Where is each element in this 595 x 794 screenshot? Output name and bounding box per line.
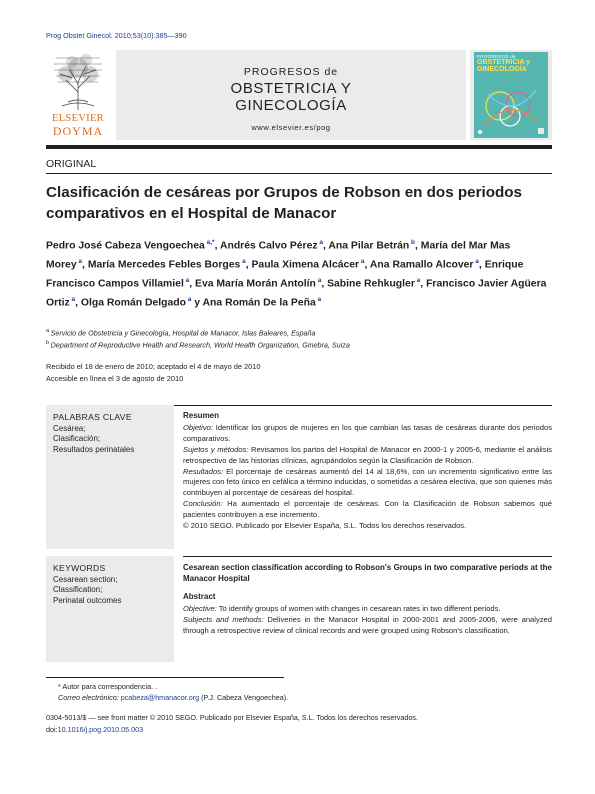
abstract-es-objective: Objetivo: Identificar los grupos de mujeres en los que cambian las tasas de cesáreas durante dos periodos comparativos. <box>183 422 552 443</box>
author-affiliation-mark[interactable]: a <box>183 276 190 284</box>
keyword-item: Perinatal outcomes <box>53 595 122 605</box>
abstract-en <box>183 562 552 637</box>
keyword-item: Cesarean section; <box>53 574 118 584</box>
keywords-en-box <box>46 556 174 662</box>
author-name: Enrique Francisco Campos Villamiel <box>46 259 524 290</box>
masthead <box>42 50 552 140</box>
abstract-es-methods: Sujetos y métodos: Revisamos los partos del Hospital de Manacor en 2000-1 y 2005-6, mediante el análisis retrospectivo de las historias clínicas, agrupándolos según la Clasificación de Robson. <box>183 444 552 465</box>
publisher-name: ELSEVIER <box>52 113 104 124</box>
journal-title-box <box>116 50 466 140</box>
copyright-line: 0304-5013/$ — see front matter © 2010 SEGO. Publicado por Elsevier España, S.L. Todos los derechos reservados. <box>46 713 418 722</box>
author-list <box>46 235 552 311</box>
keywords-es-heading: PALABRAS CLAVE <box>53 412 132 422</box>
doi-line: doi:10.1016/j.pog.2010.05.003 <box>46 724 144 734</box>
cover-title-line2: OBSTETRICIA y <box>477 59 531 66</box>
cover-art-icon <box>474 76 548 138</box>
author-name: Ana Pilar Betrán <box>328 240 410 252</box>
keyword-item: Clasificación; <box>53 434 101 443</box>
received-date: Recibido el 18 de enero de 2010; aceptado el 4 de mayo de 2010 <box>46 362 261 371</box>
author-affiliation-mark[interactable]: a <box>240 257 246 265</box>
author-name: María Mercedes Febles Borges <box>87 259 241 271</box>
abstract-en-methods: Subjects and methods: Deliveries in the Manacor Hospital in 2000-2001 and 2005-2006, were analyzed through a retrospective review of clinical records and were grouped using Robson's classification. <box>183 614 552 635</box>
keyword-item: Classification; <box>53 585 103 594</box>
abstract-en-objective: Objective: To identify groups of women with changes in cesarean rates in two different periods. <box>183 603 501 613</box>
section-rule <box>46 173 552 174</box>
journal-reference: Prog Obstet Ginecol. 2010;53(10):385—390 <box>46 31 187 40</box>
author-name: Pedro José Cabeza Vengoechea <box>46 240 205 252</box>
author-separator: , <box>420 278 427 290</box>
cover-title-line3: GINECOLOGÍA <box>477 66 527 73</box>
journal-url[interactable]: www.elsevier.es/pog <box>251 123 331 132</box>
author-separator: , <box>245 259 252 271</box>
abstract-es-conclusion: Conclusión: Ha aumentado el porcentaje de cesáreas. Con la Clasificación de Robson sabemos qué pacientes contribuyen a ese incremento. <box>183 499 552 520</box>
footnote <box>46 681 288 703</box>
author-name: Eva María Morán Antolín <box>195 278 316 290</box>
email-link[interactable]: pcabeza@hmanacor.org <box>120 693 200 702</box>
author-separator: , <box>189 278 196 290</box>
article-dates <box>46 361 261 384</box>
author-separator: , <box>214 240 220 252</box>
author-name: Ana Román De la Peña <box>202 297 316 309</box>
author-affiliation-mark[interactable]: a <box>315 276 322 284</box>
journal-cover <box>470 50 552 140</box>
abstract-es-heading: Resumen <box>183 411 220 420</box>
author-name: María del Mar Mas Morey <box>46 240 511 271</box>
author-affiliation-mark[interactable]: a,* <box>204 239 215 246</box>
keywords-en-heading: KEYWORDS <box>53 563 106 573</box>
author-name: Andrés Calvo Pérez <box>219 240 318 252</box>
correspondence-note: * Autor para correspondencia. . <box>58 682 158 691</box>
cover-title-line1: PROGRESOS de <box>477 54 516 59</box>
abstract-es <box>183 411 552 532</box>
abstract-es-results: Resultados: El porcentaje de cesáreas aumentó del 14 al 18,6%, con un incremento significativo entre las mujeres con feto único en cefálica a término inducidas, o sometidas a cesárea electiva, que son quienes más contribuyen al porcentaje de cesáreas del hospital. <box>183 466 552 498</box>
author-affiliation-mark[interactable]: a <box>359 257 365 265</box>
journal-title-line2: OBSTETRICIA Y <box>230 80 352 97</box>
author-name: Francisco Javier Agüera Ortiz <box>46 278 547 309</box>
section-label: ORIGINAL <box>46 158 97 170</box>
author-affiliation-mark[interactable]: a <box>315 295 322 303</box>
author-separator: , <box>82 259 88 271</box>
footnote-rule <box>46 677 284 678</box>
journal-title-line1: PROGRESOS de <box>243 66 339 78</box>
abstract-en-heading: Abstract <box>183 592 216 601</box>
author-affiliation-mark[interactable]: a <box>76 257 83 265</box>
keyword-item: Cesárea; <box>53 423 86 433</box>
affiliation-item: $^a$ Servicio de Obstetricia y Ginecología, Hospital de Manacor, Islas Baleares, España <box>46 328 316 338</box>
online-date: Accesible en línea el 3 de agosto de 2010 <box>46 373 184 383</box>
author-separator: , <box>415 240 421 252</box>
cover-thumbnail <box>474 52 548 138</box>
author-name: Olga Román Delgado <box>80 297 186 309</box>
publisher-logo <box>42 50 114 138</box>
article-title: Clasificación de cesáreas por Grupos de Robson en dos periodos comparativos en el Hospital de Manacor <box>46 184 522 222</box>
author-separator: , <box>364 259 370 271</box>
doi-link[interactable]: 10.1016/j.pog.2010.05.003 <box>57 724 144 734</box>
email-line: Correo electrónico: pcabeza@hmanacor.org (P.J. Cabeza Vengoechea). <box>58 693 289 702</box>
author-name: Sabine Rehkugler <box>327 278 415 290</box>
author-name: Ana Ramallo Alcover <box>369 259 474 271</box>
author-name: Paula Ximena Alcácer <box>251 259 360 271</box>
author-separator: , <box>75 297 81 309</box>
journal-title-line3: GINECOLOGÍA <box>235 97 347 114</box>
author-separator: , <box>323 240 329 252</box>
affiliation-item: $^b$ Department of Reproductive Health and Research, World Health Organization, Ginebra, Suiza <box>46 340 350 350</box>
english-title: Cesarean section classification according to Robson's Groups in two comparative periods at the Manacor Hospital <box>183 563 552 583</box>
author-affiliation-mark[interactable]: a <box>473 257 479 265</box>
affiliations <box>46 326 552 351</box>
front-matter <box>46 712 418 735</box>
author-affiliation-mark[interactable]: a <box>414 276 421 284</box>
author-affiliation-mark[interactable]: b <box>409 239 416 246</box>
elsevier-tree-icon <box>48 52 108 112</box>
author-affiliation-mark[interactable]: a <box>69 295 76 303</box>
abstract-en-rule <box>183 556 552 557</box>
author-affiliation-mark[interactable]: a <box>317 239 323 246</box>
author-separator: , <box>321 278 328 290</box>
author-affiliation-mark[interactable]: a <box>185 295 192 303</box>
header-rule <box>46 145 552 149</box>
author-separator: , <box>478 259 485 271</box>
author-separator: y <box>191 297 203 309</box>
publisher-imprint: DOYMA <box>52 124 104 138</box>
keywords-es-box <box>46 405 174 549</box>
keyword-item: Resultados perinatales <box>53 444 135 454</box>
abstract-es-copyright: © 2010 SEGO. Publicado por Elsevier España, S.L. Todos los derechos reservados. <box>183 521 467 531</box>
